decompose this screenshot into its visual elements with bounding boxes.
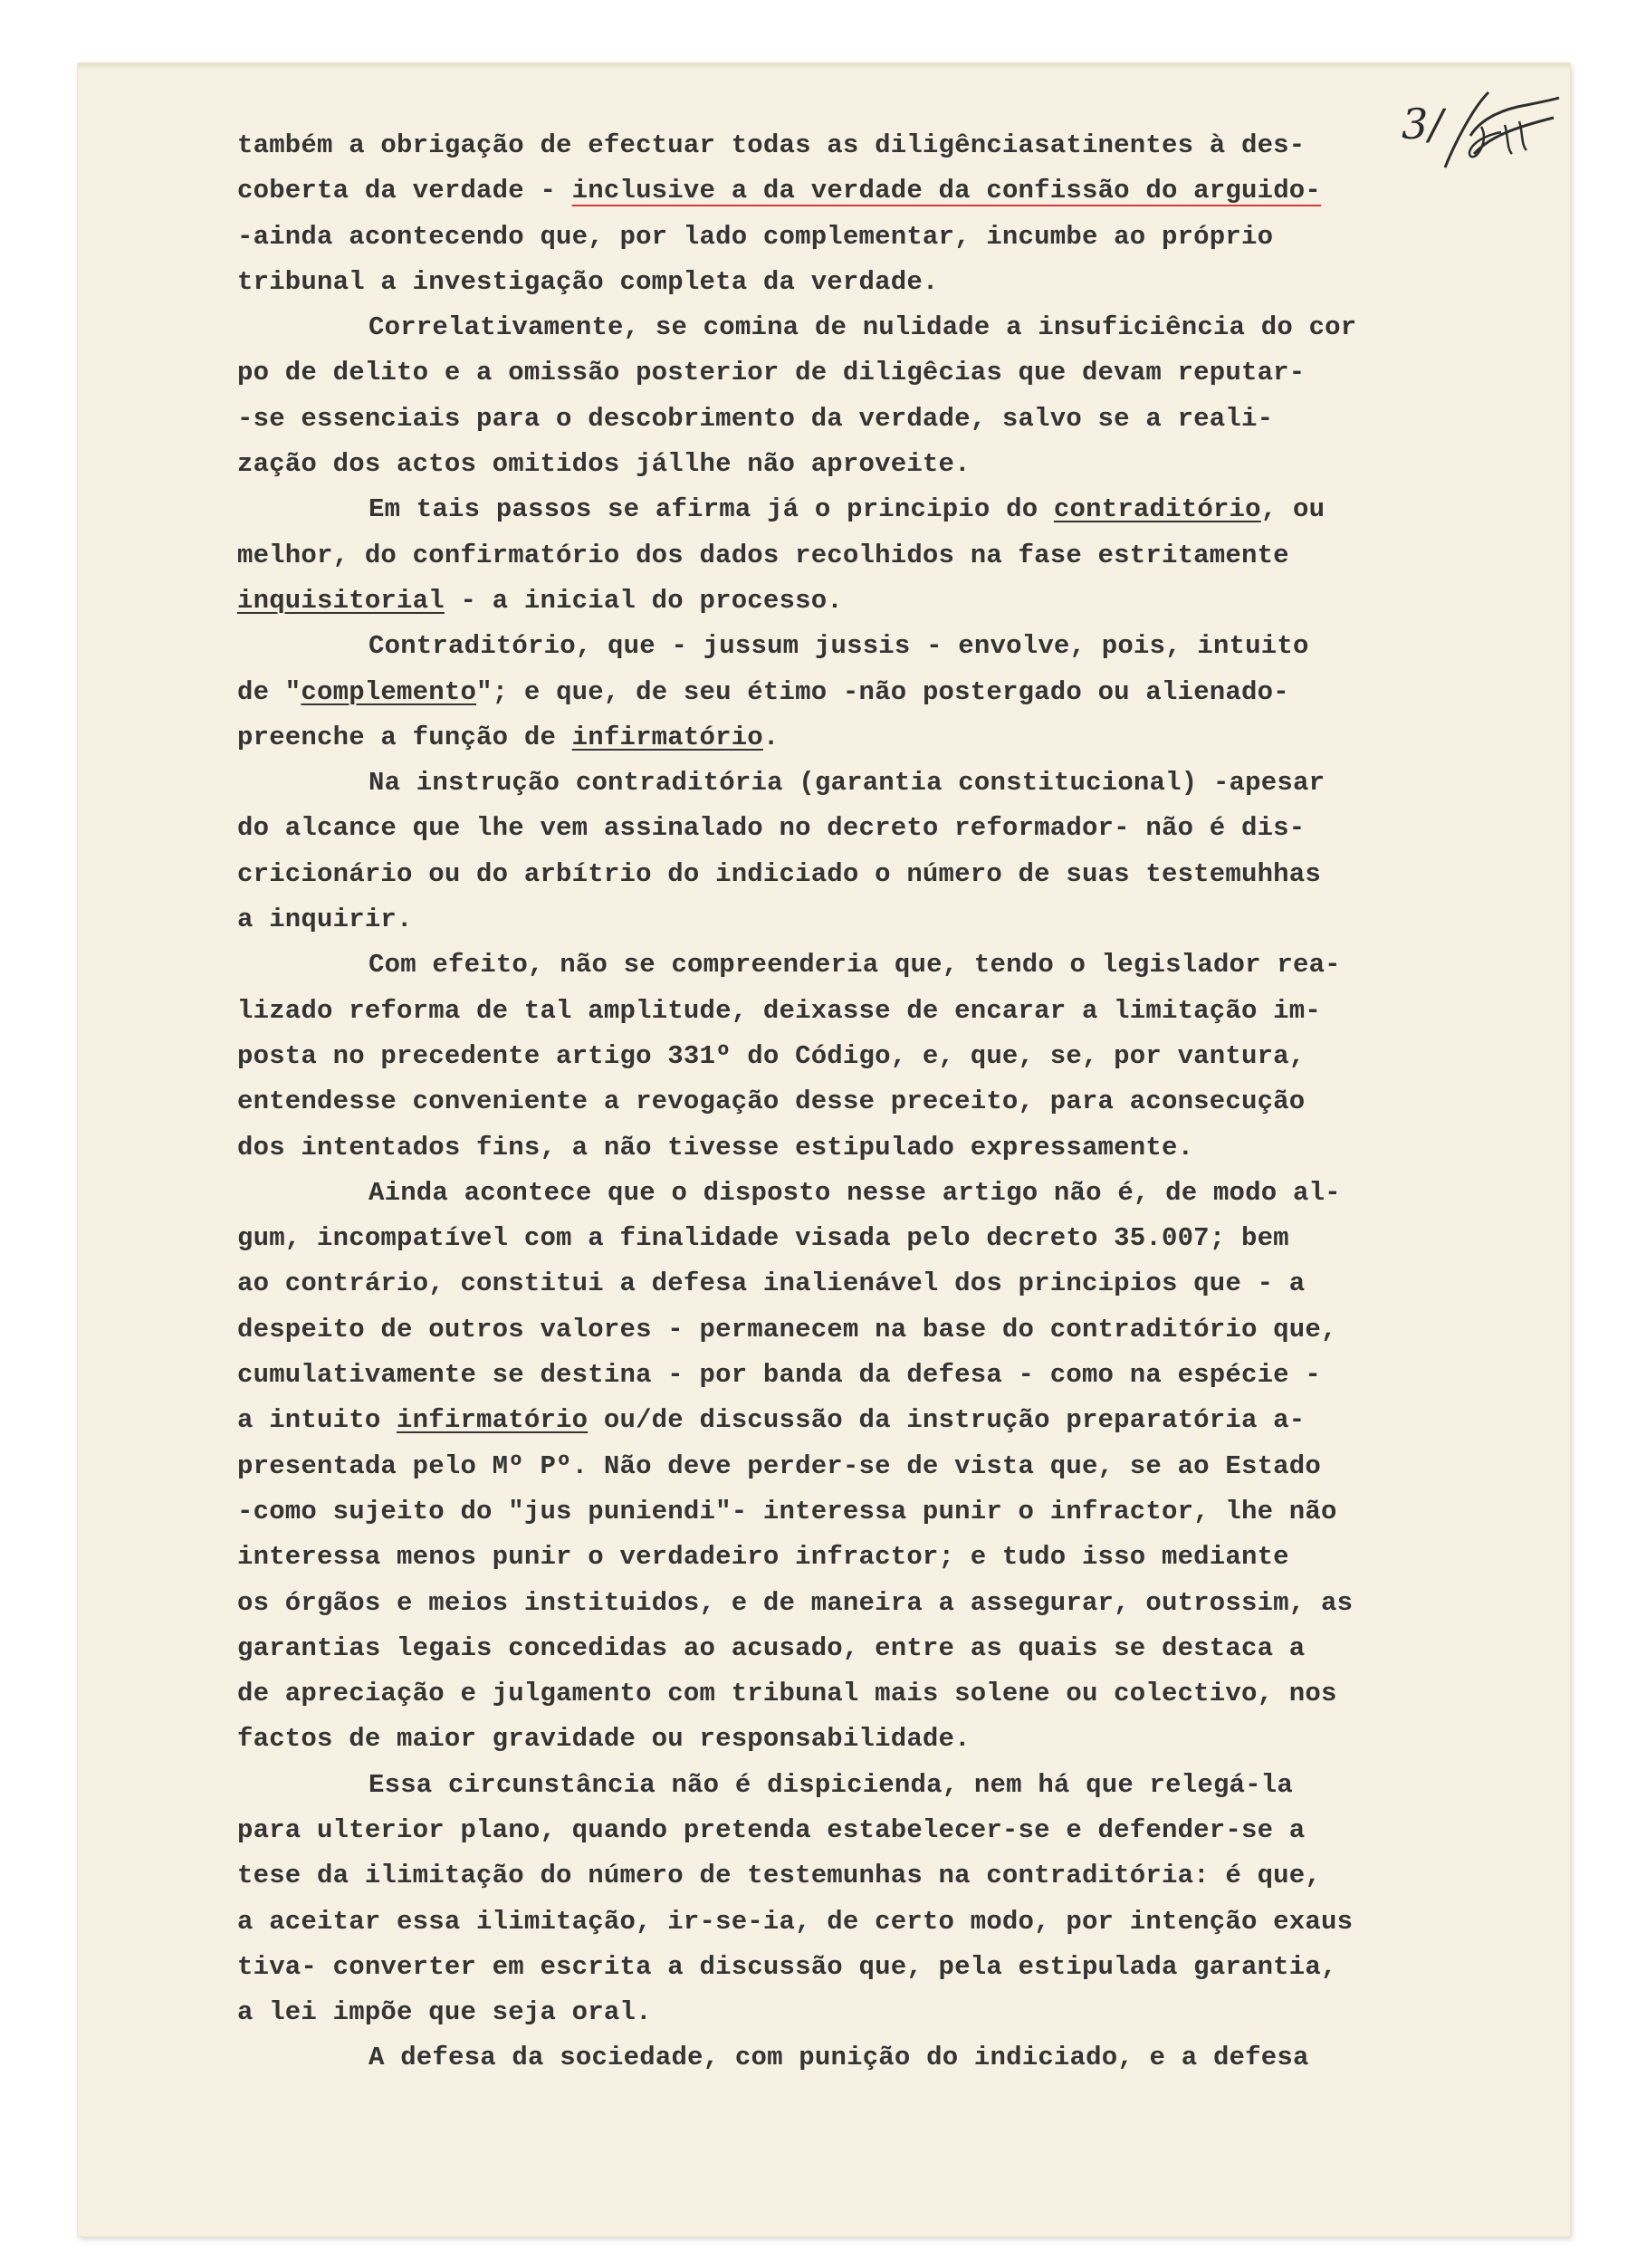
text-segment: a lei impõe que seja oral. [237,1997,652,2028]
text-segment: -se essenciais para o descobrimento da verdade, salvo se a reali- [237,403,1274,434]
text-segment: Em tais passos se afirma já o principio do [368,494,1054,525]
text-segment: do alcance que lhe vem assinalado no decreto reformador- não é dis- [237,813,1306,844]
text-segment: de " [237,676,301,707]
text-segment: preenche a função de [237,722,572,752]
text-segment: ou/de discussão da instrução preparatória a- [588,1405,1306,1436]
text-line [237,1900,1487,1945]
text-line [237,943,1487,988]
text-line [237,579,1487,624]
underlined-text: infirmatório [571,722,763,752]
text-line [237,215,1487,260]
text-segment: a aceitar essa ilimitação, ir-se-ia, de certo modo, por intenção exaus [237,1906,1354,1937]
text-line [237,123,1487,168]
text-segment: ao contrário, constitui a defesa inalienável dos principios que - a [237,1268,1306,1299]
text-segment: factos de maior gravidade ou responsabilidade. [237,1724,971,1755]
typed-text-body [237,123,1487,2081]
text-line [237,1216,1487,1261]
text-line [237,1626,1487,1671]
text-segment: presentada pelo Mº Pº. Não deve perder-se de vista que, se ao Estado [237,1450,1321,1481]
text-segment: -como sujeito do "jus puniendi"- interessa punir o infractor, lhe não [237,1496,1337,1526]
text-line [237,761,1487,806]
text-line [237,442,1487,487]
text-segment: Na instrução contraditória (garantia constitucional) -apesar [368,768,1326,799]
text-line [237,897,1487,943]
text-segment: lizado reforma de tal amplitude, deixasse de encarar a limitação im- [237,995,1321,1026]
text-line [237,806,1487,851]
underlined-text: infirmatório [397,1405,589,1436]
text-segment: Ainda acontece que o disposto nesse artigo não é, de modo al- [368,1177,1341,1208]
text-line [237,1763,1487,1808]
text-line [237,1353,1487,1398]
text-line [237,624,1487,669]
text-line [237,397,1487,442]
text-line [237,1034,1487,1079]
text-line [237,1171,1487,1216]
text-segment: cumulativamente se destina - por banda da defesa - como na espécie - [237,1360,1321,1391]
text-line [237,1945,1487,1990]
text-segment: po de delito e a omissão posterior de diligêcias que devam reputar- [237,358,1306,388]
text-line [237,1261,1487,1306]
page-number: 3/ [1402,100,1444,148]
text-segment: coberta da verdade - [237,176,572,206]
text-segment: melhor, do confirmatório dos dados recolhidos na fase estritamente [237,540,1289,570]
text-segment: -ainda acontecendo que, por lado complementar, incumbe ao próprio [237,221,1274,252]
text-line [237,1581,1487,1626]
text-line [237,989,1487,1034]
text-line [237,487,1487,532]
text-segment: Com efeito, não se compreenderia que, tendo o legislador rea- [368,950,1341,981]
text-line [237,168,1487,214]
text-segment: tese da ilimitação do número de testemunhas na contraditória: é que, [237,1861,1321,1891]
text-segment: para ulterior plano, quando pretenda estabelecer-se e defender-se a [237,1814,1306,1845]
text-line [237,670,1487,715]
text-segment: cricionário ou do arbítrio do indiciado o número de suas testemuhhas [237,858,1321,889]
text-line [237,715,1487,761]
text-line [237,1853,1487,1899]
text-line [237,533,1487,579]
text-segment: Essa circunstância não é dispicienda, nem há que relegá-la [368,1769,1293,1800]
text-segment: zação dos actos omitidos jállhe não aproveite. [237,449,971,480]
text-segment: de apreciação e julgamento com tribunal mais solene ou colectivo, nos [237,1679,1337,1709]
text-segment: os órgãos e meios instituidos, e de maneira a assegurar, outrossim, as [237,1587,1354,1618]
text-line [237,260,1487,305]
text-segment: a inquirir. [237,904,413,935]
text-segment: garantias legais concedidas ao acusado, entre as quais se destaca a [237,1632,1306,1663]
text-segment: tiva- converter em escrita a discussão que, pela estipulada garantia, [237,1951,1337,1982]
text-line [237,2035,1487,2081]
text-segment: dos intentados fins, a não tivesse estipulado expressamente. [237,1132,1194,1163]
underlined-text: inclusive a da verdade da confissão do arguido- [571,176,1322,206]
text-line [237,1125,1487,1171]
text-line [237,1489,1487,1535]
text-line [237,1990,1487,2035]
text-line [237,1717,1487,1762]
text-segment: posta no precedente artigo 331º do Código, e, que, se, por vantura, [237,1040,1306,1071]
text-segment: tribunal a investigação completa da verdade. [237,266,939,297]
text-line [237,1671,1487,1717]
underlined-text: contraditório [1053,494,1261,525]
text-segment: Contraditório, que - jussum jussis - envolve, pois, intuito [368,631,1309,662]
text-line [237,1398,1487,1443]
text-line [237,1808,1487,1853]
text-segment: entendesse conveniente a revogação desse preceito, para aconsecução [237,1086,1306,1117]
text-segment: interessa menos punir o verdadeiro infractor; e tudo isso mediante [237,1542,1289,1573]
text-segment: também a obrigação de efectuar todas as diligênciasatinentes à des- [237,130,1306,160]
text-line [237,1307,1487,1353]
text-line [237,1535,1487,1580]
text-line [237,305,1487,350]
text-line [237,1079,1487,1124]
text-segment: - a inicial do processo. [444,585,843,616]
text-segment: A defesa da sociedade, com punição do indiciado, e a defesa [368,2043,1309,2073]
text-segment: a intuito [237,1405,397,1436]
underlined-text: complemento [301,676,477,707]
text-segment: "; e que, de seu étimo -não postergado ou alienado- [476,676,1289,707]
text-segment: gum, incompatível com a finalidade visada pelo decreto 35.007; bem [237,1223,1289,1254]
underlined-text: inquisitorial [237,585,445,616]
text-line [237,1444,1487,1489]
text-segment: Correlativamente, se comina de nulidade a insuficiência do cor [368,312,1357,343]
text-segment: . [762,722,780,752]
text-segment: , ou [1260,494,1326,525]
text-line [237,350,1487,396]
text-line [237,852,1487,897]
text-segment: despeito de outros valores - permanecem na base do contraditório que, [237,1314,1337,1345]
